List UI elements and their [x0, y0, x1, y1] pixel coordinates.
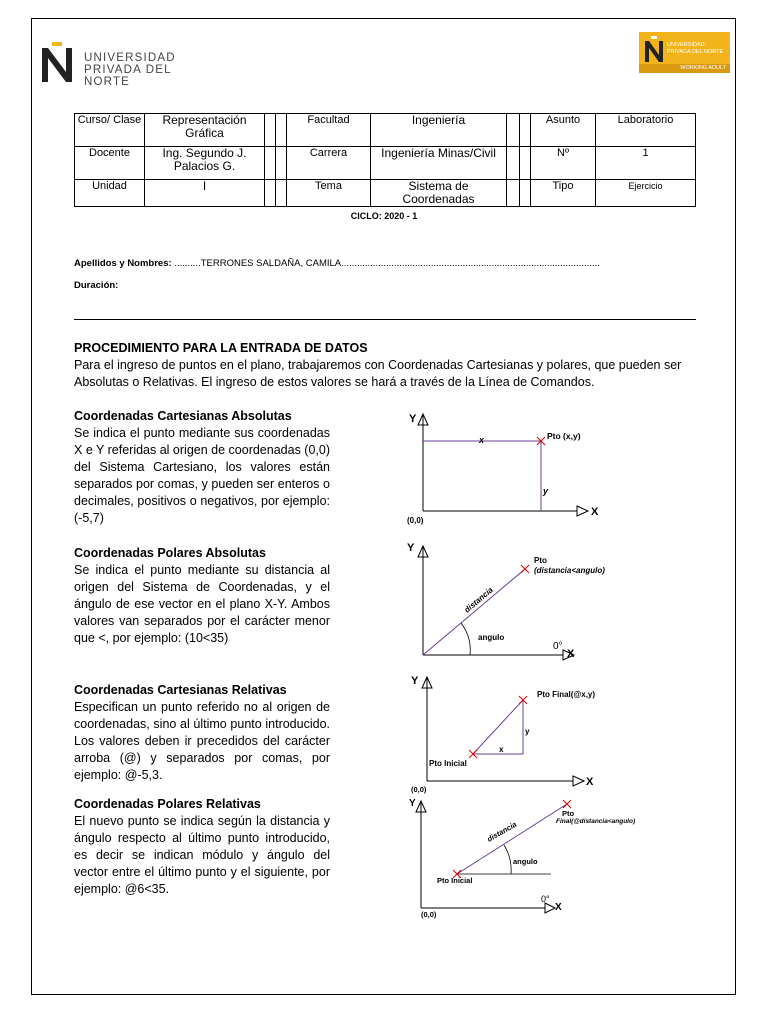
distance-label: distancia — [485, 819, 519, 844]
section-title: Coordenadas Cartesianas Absolutas — [74, 409, 292, 423]
point-label: Pto (x,y) — [547, 431, 581, 441]
axis-x-label: X — [591, 506, 599, 518]
procedure-title: PROCEDIMIENTO PARA LA ENTRADA DE DATOS — [74, 341, 368, 355]
initial-point-label: Pto Inicial — [437, 876, 473, 885]
working-adult-logo — [639, 32, 730, 73]
duration-label: Duración: — [74, 280, 119, 291]
cell-unidad-value: I — [145, 180, 265, 207]
figure-polar-relative — [395, 790, 636, 925]
origin-label: (0,0) — [411, 785, 427, 794]
cell-numero-label: Nº — [531, 147, 596, 180]
axis-y-label: Y — [411, 675, 419, 687]
axis-x-label: X — [586, 776, 594, 788]
final-point-label: Pto Final(@x,y) — [537, 690, 596, 699]
section-polar-absolute — [74, 545, 330, 647]
cell-tipo-label: Tipo — [531, 180, 596, 207]
cell-tema-label: Tema — [287, 180, 371, 207]
axis-y-label: Y — [407, 542, 415, 554]
section-title: Coordenadas Polares Absolutas — [74, 546, 266, 560]
axis-x-label: X — [567, 648, 575, 660]
origin-label: (0,0) — [407, 516, 424, 525]
section-text: Se indica el punto mediante su distancia al origen del Sistema de Coordenadas, y el ángulo de ese vector en el plano X-Y. Ambos valores van separados por el carácter menor que <, por ejemplo: (10<35) — [74, 563, 330, 645]
cell-asunto-label: Asunto — [531, 114, 596, 147]
course-info-table — [74, 113, 696, 207]
section-title: Coordenadas Cartesianas Relativas — [74, 683, 287, 697]
section-cartesian-relative — [74, 682, 330, 784]
figure-polar-absolute — [395, 537, 610, 662]
axis-y-label: Y — [409, 413, 417, 425]
ciclo-label: CICLO: 2020 - 1 — [350, 211, 418, 221]
origin-label: (0,0) — [421, 910, 437, 919]
section-text: El nuevo punto se indica según la distancia y ángulo respecto al último punto introducido, es decir se indican módulo y ángulo del vector entre el último punto y el siguiente, por ejemplo: @6<35. — [74, 814, 330, 896]
cell-docente-label: Docente — [75, 147, 145, 180]
zero-degree-label: 0° — [553, 641, 563, 652]
section-polar-relative — [74, 796, 330, 898]
cell-curso-label: Curso/ Clase — [75, 114, 145, 147]
upn-logo — [40, 42, 220, 86]
angle-label: angulo — [478, 633, 505, 642]
axis-x-label: X — [555, 902, 562, 913]
working-adult-bar: WORKING ADULT — [639, 64, 730, 73]
cell-tema-value: Sistema de Coordenadas — [371, 180, 507, 207]
point-label: Pto — [534, 556, 547, 565]
dx-label: x — [499, 745, 504, 754]
cell-carrera-label: Carrera — [287, 147, 371, 180]
cell-unidad-label: Unidad — [75, 180, 145, 207]
cell-facultad-value: Ingeniería — [371, 114, 507, 147]
procedure-intro: Para el ingreso de puntos en el plano, trabajaremos con Coordenadas Cartesianas y polares, que pueden ser Absolutas o Relativas. El ingreso de estos valores se hará a través de la Línea de Comandos. — [74, 358, 682, 389]
angle-label: angulo — [513, 857, 538, 866]
cell-docente-value: Ing. Segundo J. Palacios G. — [145, 147, 265, 180]
y-distance-label: y — [543, 486, 549, 496]
logo-text-line1: UNIVERSIDAD — [84, 52, 176, 64]
initial-point-label: Pto Inicial — [429, 759, 467, 768]
cell-numero-value: 1 — [596, 147, 696, 180]
section-text: Especifican un punto referido no al origen de coordenadas, sino al último punto introducido. Los valores deben ir precedidos del carácter arroba (@) y separados por comas, por ejemplo: @-5,3. — [74, 700, 330, 782]
student-name-label: Apellidos y Nombres: — [74, 258, 172, 269]
cell-asunto-value: Laboratorio — [596, 114, 696, 147]
figure-cartesian-relative — [395, 668, 610, 798]
cell-curso-value: Representación Gráfica — [145, 114, 265, 147]
logo-right-line1: UNIVERSIDAD — [667, 42, 705, 48]
section-cartesian-absolute — [74, 408, 330, 527]
cell-carrera-value: Ingeniería Minas/Civil — [371, 147, 507, 180]
section-title: Coordenadas Polares Relativas — [74, 797, 261, 811]
distance-label: distancia — [462, 585, 495, 615]
student-name-value: ..........TERRONES SALDAÑA, CAMILA.................................................................................................. — [174, 258, 600, 269]
final-point-sublabel: Final(@distancia<angulo) — [556, 818, 636, 825]
x-distance-label: x — [479, 435, 485, 445]
dy-label: y — [525, 727, 530, 736]
cell-tipo-value: Ejercicio — [596, 180, 696, 207]
upn-n-white-icon — [643, 36, 667, 64]
zero-degree-label: 0° — [541, 894, 550, 904]
divider — [74, 319, 696, 320]
logo-right-line2: PRIVADA DEL NORTE — [667, 48, 724, 55]
figure-cartesian-absolute — [395, 405, 610, 530]
logo-text-line2: PRIVADA DEL NORTE — [84, 64, 172, 88]
student-name-line — [74, 258, 600, 269]
point-sublabel: (distancia<angulo) — [534, 566, 605, 575]
cell-facultad-label: Facultad — [287, 114, 371, 147]
axis-y-label: Y — [409, 798, 416, 809]
final-point-label: Pto — [562, 809, 575, 818]
upn-n-icon — [40, 42, 80, 86]
section-text: Se indica el punto mediante sus coordenadas X e Y referidas al origen de coordenadas (0,0) del Sistema Cartesiano, los valores están separados por comas, y pueden ser enteros o decimales, positivos o negativos, por ejemplo: (-5,7) — [74, 426, 330, 525]
